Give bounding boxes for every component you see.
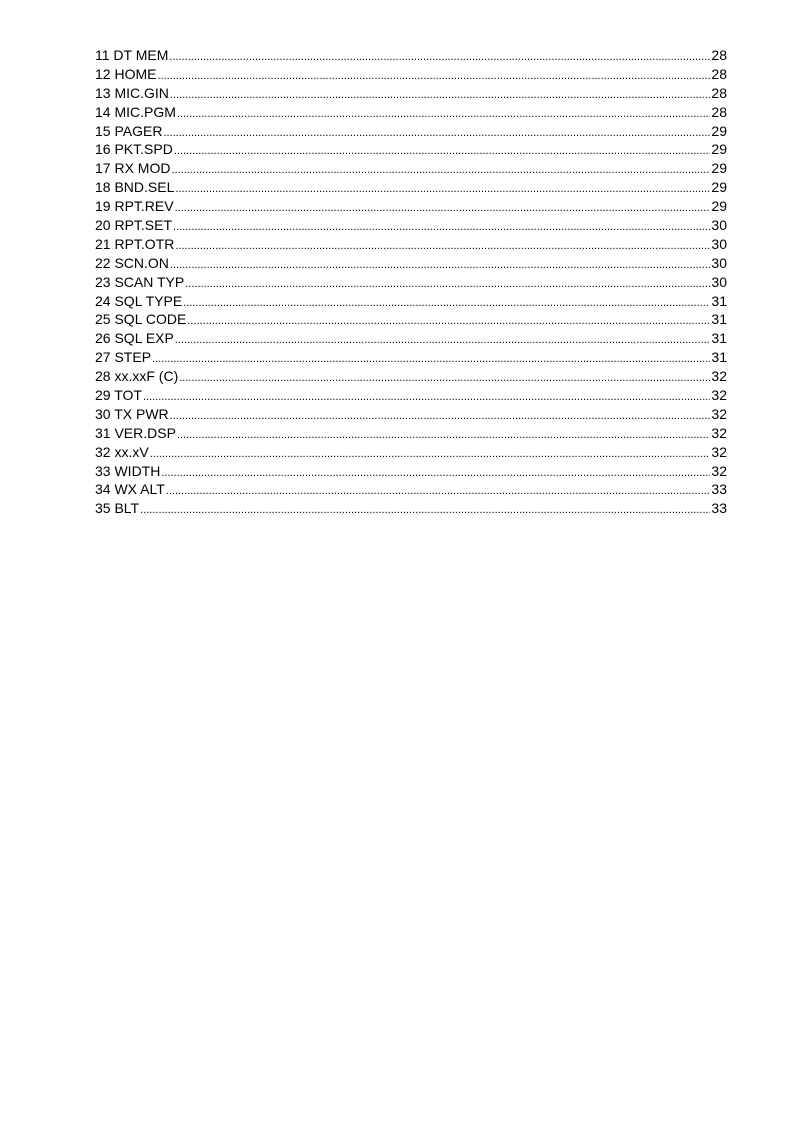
toc-entry-page: 28 bbox=[711, 84, 727, 101]
toc-entry[interactable] bbox=[95, 367, 727, 386]
toc-entry-label: 35 BLT bbox=[95, 500, 140, 517]
toc-entry-label: 12 HOME bbox=[95, 65, 157, 82]
toc-dot-leader bbox=[175, 178, 710, 199]
toc-entry-page: 31 bbox=[711, 311, 727, 328]
toc-entry[interactable] bbox=[95, 216, 727, 235]
toc-entry-page: 29 bbox=[711, 141, 727, 158]
toc-entry-page: 29 bbox=[711, 122, 727, 139]
toc-dot-leader bbox=[161, 462, 710, 483]
toc-dot-leader bbox=[166, 480, 711, 501]
toc-entry-label: 17 RX MOD bbox=[95, 160, 171, 177]
toc-entry-label: 14 MIC.PGM bbox=[95, 103, 176, 120]
toc-entry-label: 13 MIC.GIN bbox=[95, 84, 169, 101]
toc-dot-leader bbox=[173, 216, 710, 237]
toc-entry[interactable] bbox=[95, 386, 727, 405]
toc-entry-label: 33 WIDTH bbox=[95, 462, 161, 479]
toc-entry-page: 32 bbox=[711, 443, 727, 460]
toc-entry-label: 28 xx.xxF (C) bbox=[95, 368, 179, 385]
toc-entry-label: 15 PAGER bbox=[95, 122, 163, 139]
toc-dot-leader bbox=[187, 310, 710, 331]
toc-entry-label: 26 SQL EXP bbox=[95, 330, 174, 347]
toc-dot-leader bbox=[175, 235, 710, 256]
toc-entry-page: 31 bbox=[711, 349, 727, 366]
toc-dot-leader bbox=[177, 424, 710, 445]
toc-dot-leader bbox=[175, 329, 711, 350]
toc-entry-label: 25 SQL CODE bbox=[95, 311, 187, 328]
toc-entry-label: 16 PKT.SPD bbox=[95, 141, 173, 158]
toc-dot-leader bbox=[140, 499, 710, 520]
toc-entry[interactable] bbox=[95, 273, 727, 292]
toc-entry-label: 23 SCAN TYP bbox=[95, 273, 185, 290]
toc-entry-page: 32 bbox=[711, 424, 727, 441]
toc-entry-page: 33 bbox=[711, 481, 727, 498]
toc-entry-label: 31 VER.DSP bbox=[95, 424, 176, 441]
toc-dot-leader bbox=[177, 103, 711, 124]
toc-entry-label: 32 xx.xV bbox=[95, 443, 149, 460]
toc-entry[interactable] bbox=[95, 310, 727, 329]
toc-entry-label: 29 TOT bbox=[95, 387, 142, 404]
toc-entry-label: 30 TX PWR bbox=[95, 405, 169, 422]
toc-entry[interactable] bbox=[95, 103, 727, 122]
toc-dot-leader bbox=[175, 197, 711, 218]
toc-dot-leader bbox=[152, 348, 710, 369]
toc-dot-leader bbox=[143, 386, 710, 407]
toc-entry-page: 32 bbox=[711, 368, 727, 385]
toc-dot-leader bbox=[170, 405, 711, 426]
toc-entry-page: 30 bbox=[711, 254, 727, 271]
table-of-contents bbox=[95, 46, 727, 518]
toc-dot-leader bbox=[163, 122, 710, 143]
toc-entry[interactable] bbox=[95, 499, 727, 518]
toc-entry-page: 32 bbox=[711, 462, 727, 479]
toc-entry-label: 34 WX ALT bbox=[95, 481, 165, 498]
toc-dot-leader bbox=[170, 84, 711, 105]
toc-entry[interactable] bbox=[95, 197, 727, 216]
toc-dot-leader bbox=[170, 254, 711, 275]
toc-entry-page: 31 bbox=[711, 292, 727, 309]
toc-entry-label: 24 SQL TYPE bbox=[95, 292, 183, 309]
toc-entry[interactable] bbox=[95, 84, 727, 103]
toc-dot-leader bbox=[157, 65, 710, 86]
toc-entry[interactable] bbox=[95, 178, 727, 197]
toc-entry[interactable] bbox=[95, 65, 727, 84]
toc-entry[interactable] bbox=[95, 443, 727, 462]
toc-dot-leader bbox=[179, 367, 710, 388]
toc-entry-page: 28 bbox=[711, 103, 727, 120]
toc-entry-page: 29 bbox=[711, 160, 727, 177]
toc-entry[interactable] bbox=[95, 462, 727, 481]
toc-dot-leader bbox=[183, 292, 710, 313]
toc-entry[interactable] bbox=[95, 405, 727, 424]
toc-entry-label: 22 SCN.ON bbox=[95, 254, 169, 271]
toc-entry[interactable] bbox=[95, 329, 727, 348]
toc-entry-page: 31 bbox=[711, 330, 727, 347]
toc-entry[interactable] bbox=[95, 159, 727, 178]
toc-entry-page: 28 bbox=[711, 47, 727, 63]
toc-dot-leader bbox=[169, 46, 710, 67]
toc-entry-page: 29 bbox=[711, 198, 727, 215]
toc-dot-leader bbox=[174, 140, 711, 161]
toc-entry-label: 18 BND.SEL bbox=[95, 179, 175, 196]
toc-entry-label: 20 RPT.SET bbox=[95, 217, 173, 234]
toc-entry[interactable] bbox=[95, 424, 727, 443]
toc-entry-page: 28 bbox=[711, 65, 727, 82]
toc-entry[interactable] bbox=[95, 122, 727, 141]
toc-entry-label: 19 RPT.REV bbox=[95, 198, 174, 215]
toc-entry-page: 29 bbox=[711, 179, 727, 196]
toc-dot-leader bbox=[171, 159, 710, 180]
toc-entry[interactable] bbox=[95, 480, 727, 499]
toc-entry-label: 27 STEP bbox=[95, 349, 152, 366]
toc-entry-page: 33 bbox=[711, 500, 727, 517]
toc-dot-leader bbox=[150, 443, 711, 464]
toc-entry[interactable] bbox=[95, 292, 727, 311]
toc-entry[interactable] bbox=[95, 46, 727, 65]
toc-entry-page: 30 bbox=[711, 217, 727, 234]
toc-entry[interactable] bbox=[95, 348, 727, 367]
toc-entry-page: 32 bbox=[711, 405, 727, 422]
toc-entry-page: 32 bbox=[711, 387, 727, 404]
toc-entry[interactable] bbox=[95, 140, 727, 159]
toc-entry[interactable] bbox=[95, 235, 727, 254]
toc-entry-page: 30 bbox=[711, 235, 727, 252]
toc-entry-label: 21 RPT.OTR bbox=[95, 235, 175, 252]
toc-entry[interactable] bbox=[95, 254, 727, 273]
toc-entry-page: 30 bbox=[711, 273, 727, 290]
toc-dot-leader bbox=[185, 273, 710, 294]
toc-entry-label: 11 DT MEM bbox=[95, 47, 169, 63]
